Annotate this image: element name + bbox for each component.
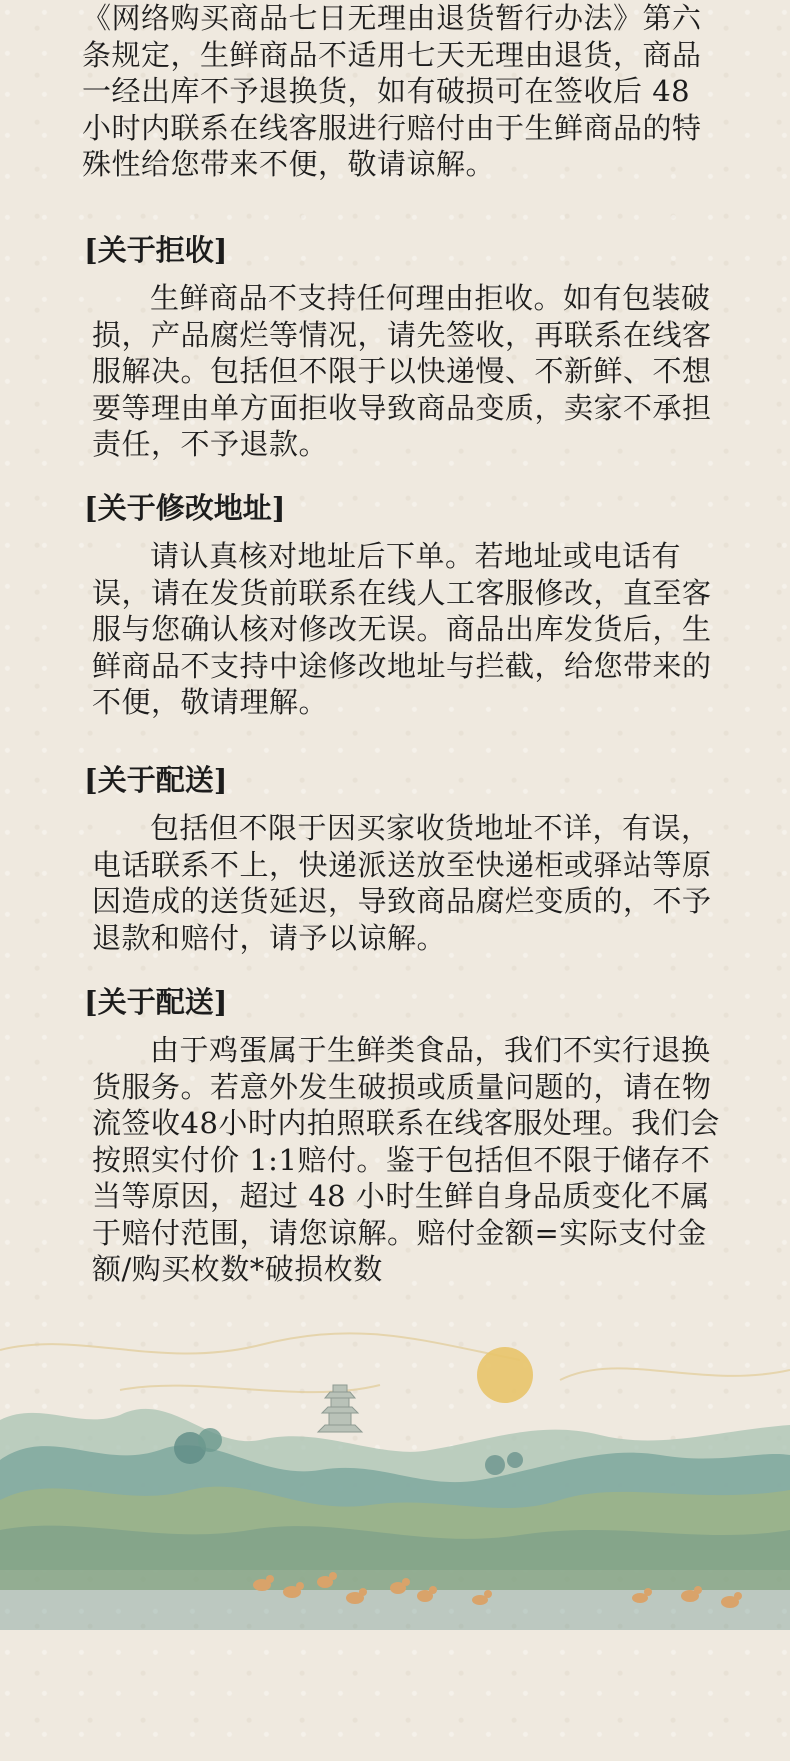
landscape-illustration bbox=[0, 1330, 790, 1630]
section-heading: [关于配送] bbox=[84, 985, 228, 1019]
section-body: 生鲜商品不支持任何理由拒收。如有包装破损，产品腐烂等情况，请先签收，再联系在线客服解决。包括但不限于以快递慢、不新鲜、不想要等理由单方面拒收导致商品变质，卖家不承担责任，不予退款。 bbox=[92, 281, 712, 461]
section-eggs bbox=[84, 984, 724, 1288]
section-address bbox=[84, 490, 724, 721]
intro-paragraph: 《网络购买商品七日无理由退货暂行办法》第六条规定，生鲜商品不适用七天无理由退货，商品一经出库不予退换货，如有破损可在签收后 48 小时内联系在线客服进行赔付由于生鲜商品的特殊性给您带来不便，敬请谅解。 bbox=[82, 1, 702, 181]
section-heading: [关于拒收] bbox=[84, 233, 228, 267]
sun-icon bbox=[477, 1347, 533, 1403]
section-heading: [关于配送] bbox=[84, 763, 228, 797]
section-body: 包括但不限于因买家收货地址不详，有误，电话联系不上，快递派送放至快递柜或驿站等原因造成的送货延迟，导致商品腐烂变质的，不予退款和赔付，请予以谅解。 bbox=[92, 811, 712, 955]
mountains-icon bbox=[0, 1409, 790, 1630]
section-body: 由于鸡蛋属于生鲜类食品，我们不实行退换货服务。若意外发生破损或质量问题的，请在物流签收48小时内拍照联系在线客服处理。我们会按照实付价 1:1赔付。鉴于包括但不限于储存不当等原因，超过 48 小时生鲜自身品质变化不属于赔付范围，请您谅解。赔付金额=实际支付金额/购买枚数*破损枚数 bbox=[92, 1033, 720, 1286]
section-reject bbox=[84, 232, 724, 463]
cloud-swirl-icon bbox=[0, 1333, 790, 1392]
section-delivery bbox=[84, 762, 724, 956]
section-heading: [关于修改地址] bbox=[84, 491, 286, 525]
section-body: 请认真核对地址后下单。若地址或电话有误，请在发货前联系在线人工客服修改，直至客服与您确认核对修改无误。商品出库发货后，生鲜商品不支持中途修改地址与拦截，给您带来的不便，敬请理解。 bbox=[92, 539, 712, 719]
